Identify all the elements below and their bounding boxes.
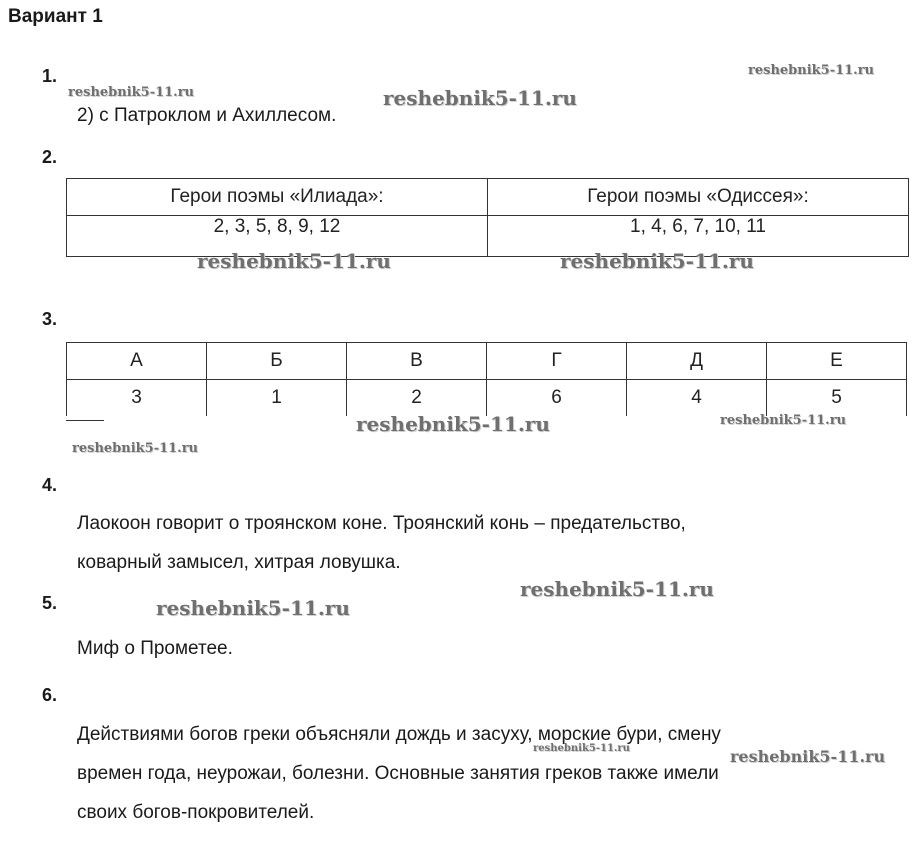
question-4-line-1: Лаокоон говорит о троянском коне. Троянский конь – предательство, — [77, 513, 686, 534]
question-6-line-1: Действиями богов греки объясняли дождь и засуху, морские бури, смену — [77, 724, 721, 745]
table-header-row — [67, 179, 909, 216]
watermark: reshebnik5-11.ru — [72, 441, 199, 456]
odyssey-header: Герои поэмы «Одиссея»: — [488, 179, 909, 216]
watermark: reshebnik5-11.ru — [533, 743, 630, 754]
letter-cell: Д — [627, 343, 767, 380]
heroes-table — [66, 178, 909, 257]
page-title: Вариант 1 — [8, 6, 103, 27]
watermark: reshebnik5-11.ru — [68, 85, 195, 100]
letter-cell: Е — [767, 343, 907, 380]
question-1-number: 1. — [42, 66, 58, 86]
question-5-answer: Миф о Прометее. — [77, 638, 233, 659]
watermark: reshebnik5-11.ru — [748, 63, 875, 78]
iliad-values: 2, 3, 5, 8, 9, 12 — [67, 216, 488, 257]
letter-cell: Г — [487, 343, 627, 380]
matching-table — [66, 342, 907, 416]
iliad-header: Герои поэмы «Илиада»: — [67, 179, 488, 216]
table-header-row — [67, 343, 907, 380]
number-cell: 3 — [67, 380, 207, 417]
watermark: reshebnik5-11.ru — [156, 596, 350, 620]
number-cell: 1 — [207, 380, 347, 417]
watermark: reshebnik5-11.ru — [560, 249, 754, 273]
number-cell: 2 — [347, 380, 487, 417]
number-cell: 5 — [767, 380, 907, 417]
number-cell: 4 — [627, 380, 767, 417]
letter-cell: А — [67, 343, 207, 380]
question-5-number: 5. — [42, 593, 58, 613]
question-4-line-2: коварный замысел, хитрая ловушка. — [77, 552, 401, 573]
watermark: reshebnik5-11.ru — [720, 413, 847, 428]
question-6-line-2: времен года, неурожаи, болезни. Основные занятия греков также имели — [77, 763, 719, 784]
question-6-line-3: своих богов-покровителей. — [77, 802, 315, 823]
odyssey-values: 1, 4, 6, 7, 10, 11 — [488, 216, 909, 257]
number-cell: 6 — [487, 380, 627, 417]
watermark: reshebnik5-11.ru — [520, 577, 714, 601]
watermark: reshebnik5-11.ru — [383, 86, 577, 110]
table-row — [67, 216, 909, 257]
watermark: reshebnik5-11.ru — [730, 747, 886, 766]
letter-cell: Б — [207, 343, 347, 380]
table-row — [67, 380, 907, 417]
watermark: reshebnik5-11.ru — [197, 249, 391, 273]
watermark: reshebnik5-11.ru — [356, 412, 550, 436]
question-1-answer: 2) с Патроклом и Ахиллесом. — [77, 105, 337, 126]
question-4-number: 4. — [42, 475, 58, 495]
letter-cell: В — [347, 343, 487, 380]
question-2-number: 2. — [42, 147, 58, 167]
table-stub-line — [66, 420, 104, 421]
question-3-number: 3. — [42, 309, 58, 329]
question-6-number: 6. — [42, 685, 58, 705]
